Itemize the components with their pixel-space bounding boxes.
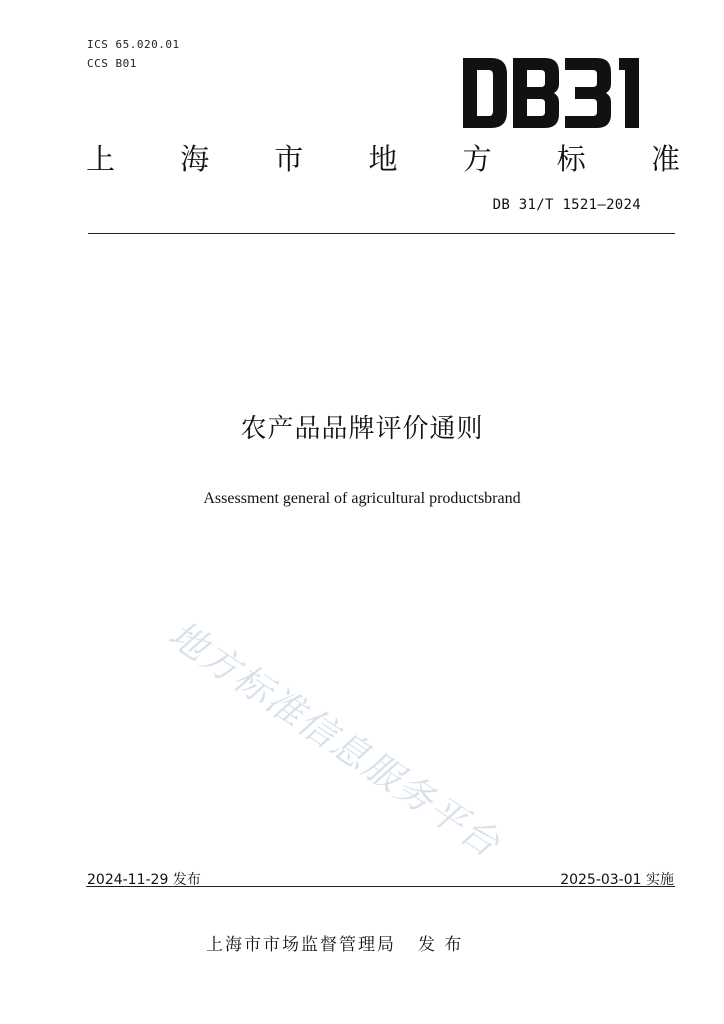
header-divider bbox=[88, 233, 675, 234]
document-title-chinese: 农产品品牌评价通则 bbox=[240, 414, 484, 444]
issuer-name: 上海市市场监督管理局 bbox=[206, 935, 396, 955]
issuer-suffix: 发 布 bbox=[418, 935, 464, 955]
document-title-english: Assessment general of agricultural productsbrand bbox=[203, 490, 521, 507]
db31-logo bbox=[461, 56, 645, 130]
standard-type-char: 上 bbox=[86, 142, 116, 176]
standard-code: DB 31/T 1521—2024 bbox=[492, 197, 641, 213]
standard-type bbox=[86, 140, 680, 178]
standard-type-char: 方 bbox=[462, 142, 492, 176]
standard-type-char: 地 bbox=[368, 142, 398, 176]
ics-code: ICS 65.020.01 bbox=[87, 38, 180, 51]
standard-type-char: 海 bbox=[180, 142, 210, 176]
standard-type-char: 准 bbox=[650, 142, 680, 176]
issuing-authority bbox=[206, 930, 463, 955]
issue-date: 2024-11-29 发布 bbox=[87, 872, 201, 888]
footer-divider bbox=[86, 886, 675, 887]
standard-type-char: 市 bbox=[274, 142, 304, 176]
implementation-date: 2025-03-01 实施 bbox=[560, 872, 674, 888]
standard-type-char: 标 bbox=[556, 142, 586, 176]
ccs-code: CCS B01 bbox=[87, 57, 137, 70]
watermark: 地方标准信息服务平台 bbox=[160, 612, 509, 867]
